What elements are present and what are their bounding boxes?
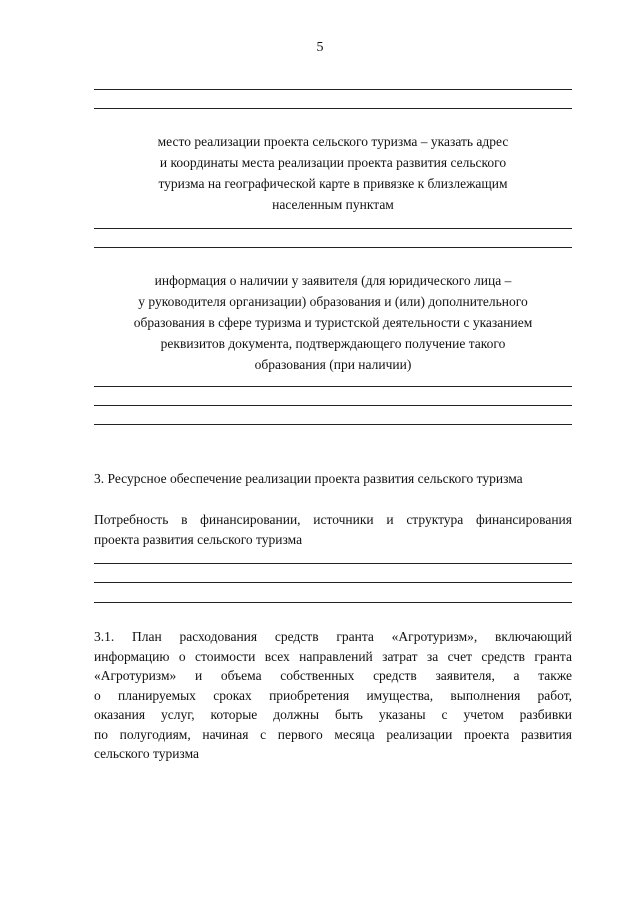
caption-line: образования в сфере туризма и туристской деятельности с указанием bbox=[133, 315, 533, 330]
page-number: 5 bbox=[316, 40, 324, 55]
blank-fill-line bbox=[94, 108, 572, 109]
caption-line: и координаты места реализации проекта развития сельского bbox=[159, 155, 507, 170]
caption-line: туризма на географической карте в привязке к близлежащим bbox=[158, 176, 508, 191]
education-caption bbox=[94, 270, 572, 375]
blank-fill-line bbox=[94, 602, 572, 603]
location-caption bbox=[94, 131, 572, 215]
blank-fill-line bbox=[94, 582, 572, 583]
caption-line: у руководителя организации) образования и (или) дополнительного bbox=[138, 294, 528, 309]
blank-fill-line bbox=[94, 247, 572, 248]
caption-line: место реализации проекта сельского туризма – указать адрес bbox=[157, 134, 509, 149]
caption-line: информация о наличии у заявителя (для юридического лица – bbox=[154, 273, 512, 288]
paragraph-line: о планируемых сроках приобретения имущества, выполнения работ, bbox=[94, 687, 572, 703]
paragraph-line: проекта развития сельского туризма bbox=[94, 531, 303, 547]
blank-fill-line bbox=[94, 89, 572, 90]
paragraph-line: 3.1. План расходования средств гранта «Агротуризм», включающий bbox=[94, 629, 572, 644]
caption-line: образования (при наличии) bbox=[254, 357, 412, 372]
paragraph-line: Потребность в финансировании, источники и структура финансирования bbox=[94, 512, 572, 527]
financing-paragraph bbox=[94, 510, 572, 549]
paragraph-line: оказания услуг, которые должны быть указаны с учетом разбивки bbox=[94, 707, 572, 722]
paragraph-line: сельского туризма bbox=[94, 746, 200, 761]
section-3-heading bbox=[94, 468, 572, 489]
section-3-1-paragraph bbox=[94, 627, 572, 764]
blank-fill-line bbox=[94, 228, 572, 229]
paragraph-line: информацию о стоимости всех направлений затрат за счет средств гранта bbox=[94, 648, 572, 664]
caption-line: реквизитов документа, подтверждающего получение такого bbox=[160, 336, 506, 351]
blank-fill-line bbox=[94, 424, 572, 425]
paragraph-line: по полугодиям, начиная с первого месяца реализации проекта развития bbox=[94, 726, 572, 742]
blank-fill-line bbox=[94, 405, 572, 406]
section-3-heading-text: 3. Ресурсное обеспечение реализации проекта развития сельского туризма bbox=[94, 471, 523, 486]
paragraph-line: «Агротуризм» и объема собственных средств заявителя, а также bbox=[94, 668, 572, 683]
blank-fill-line bbox=[94, 386, 572, 387]
blank-fill-line bbox=[94, 563, 572, 564]
caption-line: населенным пунктам bbox=[272, 197, 394, 212]
